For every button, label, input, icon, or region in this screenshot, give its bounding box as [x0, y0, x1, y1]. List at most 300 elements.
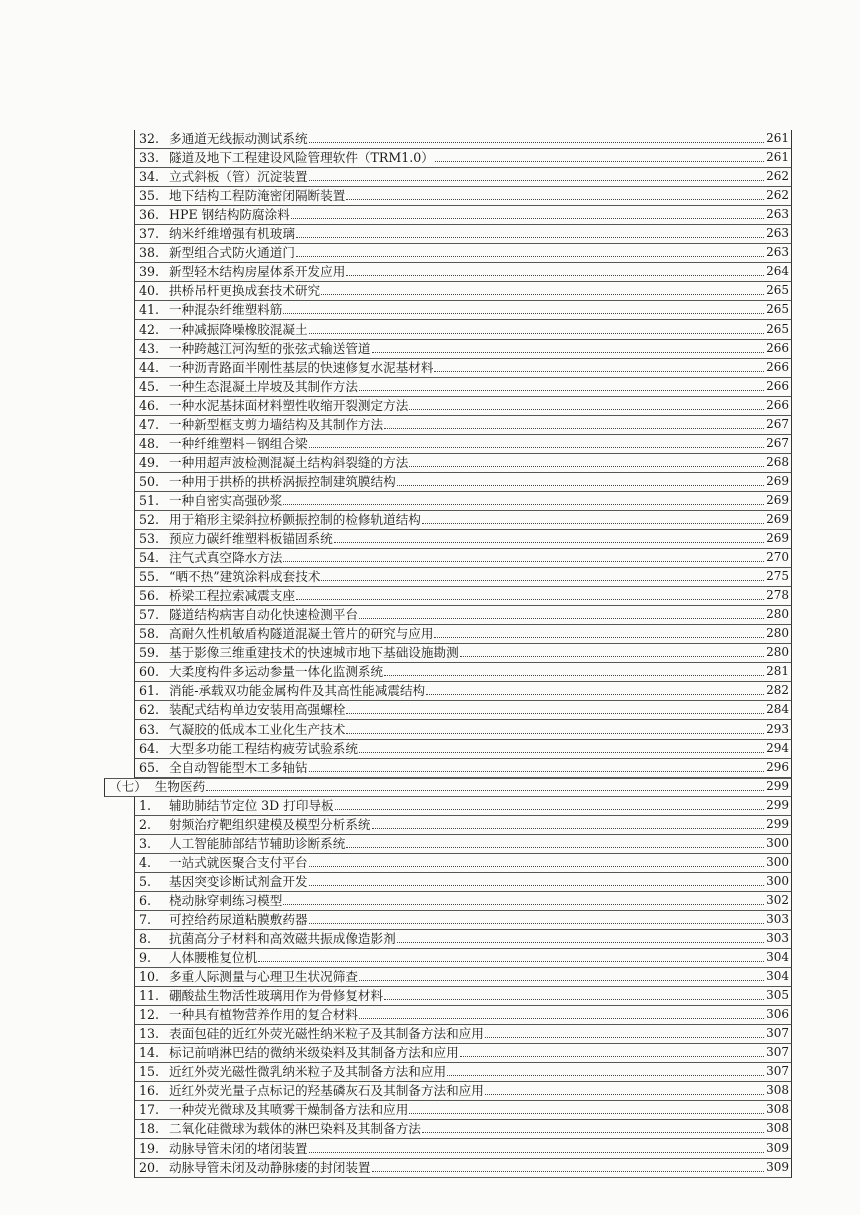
toc-entry-number: 3. — [139, 835, 152, 851]
toc-dot-leader — [283, 561, 764, 562]
toc-entry-page-number: 265 — [766, 302, 789, 317]
toc-entry-title: 一种自密实高强砂浆 — [169, 492, 283, 508]
toc-entry-page-number: 266 — [766, 397, 789, 412]
toc-entry-page-number: 306 — [766, 1007, 789, 1022]
toc-entry-page-number: 308 — [766, 1102, 789, 1117]
toc-entry-number: 51. — [139, 492, 160, 508]
toc-entry-cell — [134, 454, 792, 473]
toc-entry-title: 气凝胶的低成本工业化生产技术 — [169, 721, 346, 737]
toc-entry-row[interactable] — [104, 397, 792, 416]
toc-entry-cell — [134, 1006, 792, 1025]
toc-entry-number: 63. — [139, 721, 160, 737]
toc-entry-number: 17. — [139, 1102, 160, 1118]
toc-dot-leader — [485, 1037, 764, 1038]
toc-entry-title: 一种用于拱桥的拱桥涡振控制建筑膜结构 — [169, 473, 396, 489]
toc-entry-number: 60. — [139, 664, 160, 680]
toc-entry-title: 抗菌高分子材料和高效磁共振成像造影剂 — [169, 931, 396, 947]
toc-dot-leader — [309, 885, 765, 886]
toc-entry-page-number: 262 — [766, 169, 789, 184]
toc-entry-cell — [134, 949, 792, 968]
toc-entry-row[interactable] — [104, 530, 792, 549]
toc-entry-row[interactable] — [104, 225, 792, 244]
toc-entry-cell — [134, 1120, 792, 1139]
toc-entry-page-number: 300 — [766, 835, 789, 850]
toc-entry-row[interactable] — [104, 987, 792, 1006]
toc-dot-leader — [309, 1152, 765, 1153]
toc-entry-row[interactable] — [104, 797, 792, 816]
toc-dot-leader — [346, 847, 764, 848]
toc-entry-cell — [134, 759, 792, 778]
toc-entry-number: 1. — [139, 797, 152, 813]
toc-dot-leader — [434, 637, 764, 638]
toc-dot-leader — [283, 904, 764, 905]
toc-entry-row[interactable] — [104, 892, 792, 911]
toc-entry-number: 42. — [139, 321, 160, 337]
toc-entry-page-number: 278 — [766, 588, 789, 603]
toc-entry-title: 标记前哨淋巴结的微纳米级染料及其制备方法和应用 — [169, 1045, 459, 1061]
toc-entry-page-number: 267 — [766, 416, 789, 431]
toc-entry-page-number: 269 — [766, 531, 789, 546]
toc-section-number: （七） — [109, 778, 147, 794]
toc-dot-leader — [309, 866, 765, 867]
toc-dot-leader — [409, 409, 764, 410]
toc-entry-cell — [134, 378, 792, 397]
toc-entry-number: 54. — [139, 550, 160, 566]
toc-entry-number: 48. — [139, 435, 160, 451]
toc-entry-number: 19. — [139, 1140, 160, 1156]
toc-entry-number: 20. — [139, 1159, 160, 1175]
toc-entry-cell — [134, 835, 792, 854]
toc-entry-number: 65. — [139, 759, 160, 775]
toc-entry-page-number: 261 — [766, 131, 789, 146]
toc-entry-page-number: 281 — [766, 664, 789, 679]
toc-entry-page-number: 305 — [766, 988, 789, 1003]
toc-entry-title: 可控给药尿道粘膜敷药器 — [169, 911, 308, 927]
toc-entry-page-number: 299 — [766, 797, 789, 812]
toc-entry-row[interactable] — [104, 359, 792, 378]
toc-entry-number: 33. — [139, 150, 160, 166]
toc-entry-number: 37. — [139, 226, 160, 242]
toc-dot-leader — [321, 580, 764, 581]
toc-entry-cell — [134, 720, 792, 739]
toc-entry-title: 一种生态混凝土岸坡及其制作方法 — [169, 378, 358, 394]
toc-entry-page-number: 308 — [766, 1121, 789, 1136]
toc-entry-cell — [134, 1139, 792, 1158]
toc-entry-row[interactable] — [104, 1082, 792, 1101]
toc-entry-row[interactable] — [104, 854, 792, 873]
toc-entry-cell — [134, 625, 792, 644]
toc-entry-number: 12. — [139, 1007, 160, 1023]
toc-dot-leader — [359, 980, 764, 981]
toc-entry-title: 表面包硅的近红外荧光磁性纳米粒子及其制备方法和应用 — [169, 1026, 484, 1042]
toc-entry-row[interactable] — [104, 1120, 792, 1139]
toc-dot-leader — [434, 371, 764, 372]
toc-entry-title: 桡动脉穿刺练习模型 — [169, 892, 283, 908]
toc-entry-page-number: 265 — [766, 283, 789, 298]
toc-entry-number: 55. — [139, 569, 160, 585]
toc-entry-cell — [134, 511, 792, 530]
toc-entry-title: 基因突变诊断试剂盒开发 — [169, 873, 308, 889]
toc-entry-row[interactable] — [104, 720, 792, 739]
toc-entry-number: 7. — [139, 911, 152, 927]
toc-dot-leader — [309, 333, 765, 334]
toc-entry-title: 硼酸盐生物活性玻璃用作为骨修复材料 — [169, 988, 384, 1004]
toc-entry-title: 一种沥青路面半刚性基层的快速修复水泥基材料 — [169, 359, 434, 375]
toc-entry-row[interactable] — [104, 549, 792, 568]
toc-section-row[interactable] — [104, 778, 792, 797]
toc-dot-leader — [309, 180, 765, 181]
toc-entry-row[interactable] — [104, 816, 792, 835]
toc-entry-row[interactable] — [104, 492, 792, 511]
toc-dot-leader — [460, 656, 764, 657]
toc-entry-page-number: 280 — [766, 645, 789, 660]
toc-entry-title: 地下结构工程防淹密闭隔断装置 — [169, 188, 346, 204]
toc-entry-row[interactable] — [104, 168, 792, 187]
toc-entry-title: 一种具有植物营养作用的复合材料 — [169, 1007, 358, 1023]
toc-entry-page-number: 303 — [766, 911, 789, 926]
toc-entry-page-number: 265 — [766, 321, 789, 336]
toc-dot-leader — [321, 294, 764, 295]
toc-entry-row[interactable] — [104, 263, 792, 282]
toc-dot-leader — [384, 999, 764, 1000]
toc-entry-number: 35. — [139, 188, 160, 204]
toc-entry-cell — [134, 606, 792, 625]
toc-entry-row[interactable] — [104, 930, 792, 949]
toc-entry-row[interactable] — [104, 568, 792, 587]
toc-entry-number: 64. — [139, 740, 160, 756]
toc-entry-cell — [134, 492, 792, 511]
toc-entry-cell — [134, 416, 792, 435]
toc-entry-page-number: 269 — [766, 473, 789, 488]
toc-entry-page-number: 296 — [766, 759, 789, 774]
toc-entry-number: 50. — [139, 473, 160, 489]
toc-entry-title: 一种用超声波检测混凝土结构斜裂缝的方法 — [169, 454, 409, 470]
toc-entry-number: 62. — [139, 702, 160, 718]
toc-dot-leader — [397, 485, 764, 486]
toc-section-page-number: 299 — [766, 778, 789, 793]
toc-entry-row[interactable] — [104, 1159, 792, 1178]
toc-entry-page-number: 269 — [766, 492, 789, 507]
toc-entry-number: 46. — [139, 397, 160, 413]
toc-entry-title: 全自动智能型木工多轴钻 — [169, 759, 308, 775]
toc-entry-title: 基于影像三维重建技术的快速城市地下基础设施勘测 — [169, 645, 459, 661]
toc-entry-title: 一种减振降噪橡胶混凝土 — [169, 321, 308, 337]
toc-entry-row[interactable] — [104, 625, 792, 644]
toc-dot-leader — [283, 313, 764, 314]
toc-entry-number: 15. — [139, 1064, 160, 1080]
toc-entry-row[interactable] — [104, 759, 792, 778]
toc-entry-page-number: 282 — [766, 683, 789, 698]
toc-entry-number: 16. — [139, 1083, 160, 1099]
toc-entry-page-number: 261 — [766, 150, 789, 165]
toc-entry-number: 41. — [139, 302, 160, 318]
toc-entry-number: 11. — [139, 988, 160, 1004]
toc-entry-page-number: 304 — [766, 950, 789, 965]
toc-entry-title: 二氧化硅微球为载体的淋巴染料及其制备方法 — [169, 1121, 421, 1137]
toc-entry-cell — [134, 397, 792, 416]
toc-entry-title: 一种水泥基抹面材料塑性收缩开裂测定方法 — [169, 397, 409, 413]
toc-entry-title: 一种纤维塑料－钢组合梁 — [169, 435, 308, 451]
toc-entry-number: 47. — [139, 416, 160, 432]
toc-entry-row[interactable] — [104, 587, 792, 606]
toc-dot-leader — [334, 542, 764, 543]
toc-entry-number: 13. — [139, 1026, 160, 1042]
toc-entry-cell — [134, 282, 792, 301]
toc-entry-page-number: 280 — [766, 607, 789, 622]
toc-entry-number: 57. — [139, 607, 160, 623]
toc-entry-row[interactable] — [104, 473, 792, 492]
toc-entry-page-number: 309 — [766, 1140, 789, 1155]
toc-dot-leader — [359, 1018, 764, 1019]
toc-entry-row[interactable] — [104, 416, 792, 435]
toc-entry-page-number: 280 — [766, 626, 789, 641]
toc-entry-cell — [134, 301, 792, 320]
toc-entry-number: 56. — [139, 588, 160, 604]
toc-entry-cell — [134, 263, 792, 282]
toc-entry-cell — [134, 568, 792, 587]
toc-entry-cell — [134, 873, 792, 892]
toc-entry-page-number: 262 — [766, 188, 789, 203]
toc-entry-title: 人体腰椎复位机 — [169, 950, 258, 966]
toc-entry-number: 6. — [139, 892, 152, 908]
toc-entry-number: 52. — [139, 511, 160, 527]
toc-dot-leader — [335, 809, 764, 810]
toc-entry-title: 辅助肺结节定位 3D 打印导板 — [169, 797, 334, 813]
toc-entry-number: 5. — [139, 873, 152, 889]
toc-entry-number: 39. — [139, 264, 160, 280]
toc-dot-leader — [309, 923, 765, 924]
toc-entry-cell — [134, 701, 792, 720]
toc-entry-page-number: 308 — [766, 1083, 789, 1098]
toc-entry-cell — [134, 130, 792, 149]
toc-entry-cell — [134, 644, 792, 663]
toc-entry-row[interactable] — [104, 282, 792, 301]
toc-entry-cell — [134, 911, 792, 930]
toc-entry-row[interactable] — [104, 968, 792, 987]
toc-dot-leader — [346, 713, 764, 714]
toc-entry-cell — [134, 225, 792, 244]
toc-entry-title: 桥梁工程拉索减震支座 — [169, 588, 295, 604]
toc-entry-page-number: 300 — [766, 873, 789, 888]
toc-entry-row[interactable] — [104, 1025, 792, 1044]
toc-entry-cell — [134, 587, 792, 606]
toc-entry-row[interactable] — [104, 149, 792, 168]
toc-entry-title: 射频治疗靶组织建模及模型分析系统 — [169, 816, 371, 832]
toc-entry-cell — [134, 1159, 792, 1178]
toc-list-part-a — [104, 130, 792, 778]
toc-entry-number: 8. — [139, 931, 152, 947]
toc-entry-title: 人工智能肺部结节辅助诊断系统 — [169, 835, 346, 851]
toc-entry-title: 大柔度构件多运动参量一体化监测系统 — [169, 664, 384, 680]
toc-entry-cell — [134, 244, 792, 263]
toc-entry-page-number: 304 — [766, 969, 789, 984]
toc-entry-title: 大型多功能工程结构疲劳试验系统 — [169, 740, 358, 756]
toc-entry-number: 49. — [139, 454, 160, 470]
toc-entry-row[interactable] — [104, 873, 792, 892]
toc-entry-title: 一种混杂纤维塑料筋 — [169, 302, 283, 318]
toc-entry-number: 43. — [139, 340, 160, 356]
toc-entry-row[interactable] — [104, 606, 792, 625]
toc-entry-number: 59. — [139, 645, 160, 661]
toc-dot-leader — [409, 1113, 764, 1114]
toc-entry-title: 装配式结构单边安装用高强螺栓 — [169, 702, 346, 718]
toc-dot-leader — [346, 275, 764, 276]
toc-entry-page-number: 293 — [766, 721, 789, 736]
toc-entry-row[interactable] — [104, 1101, 792, 1120]
toc-dot-leader — [485, 1094, 764, 1095]
toc-entry-row[interactable] — [104, 454, 792, 473]
toc-entry-row[interactable] — [104, 1044, 792, 1063]
toc-dot-leader — [359, 618, 764, 619]
toc-entry-row[interactable] — [104, 301, 792, 320]
toc-entry-row[interactable] — [104, 1063, 792, 1082]
toc-entry-page-number: 294 — [766, 740, 789, 755]
toc-entry-title: HPE 钢结构防腐涂料 — [169, 207, 290, 223]
toc-dot-leader — [435, 161, 764, 162]
toc-entry-number: 58. — [139, 626, 160, 642]
toc-dot-leader — [309, 447, 765, 448]
toc-entry-cell — [134, 149, 792, 168]
toc-entry-cell — [134, 663, 792, 682]
toc-entry-page-number: 302 — [766, 892, 789, 907]
toc-entry-cell — [134, 1025, 792, 1044]
toc-entry-row[interactable] — [104, 682, 792, 701]
toc-dot-leader — [426, 694, 764, 695]
toc-entry-page-number: 307 — [766, 1045, 789, 1060]
toc-entry-number: 10. — [139, 969, 160, 985]
toc-dot-leader — [296, 256, 764, 257]
toc-entry-page-number: 267 — [766, 435, 789, 450]
toc-entry-row[interactable] — [104, 949, 792, 968]
toc-entry-cell — [134, 740, 792, 759]
table-of-contents — [104, 130, 792, 1178]
toc-entry-number: 32. — [139, 131, 160, 147]
toc-entry-title: 预应力碳纤维塑料板锚固系统 — [169, 531, 333, 547]
toc-entry-page-number: 269 — [766, 511, 789, 526]
toc-entry-number: 34. — [139, 169, 160, 185]
toc-entry-row[interactable] — [104, 340, 792, 359]
toc-section-cell — [104, 778, 792, 797]
toc-entry-title: 近红外荧光磁性微乳纳米粒子及其制备方法和应用 — [169, 1064, 447, 1080]
toc-dot-leader — [422, 523, 764, 524]
toc-entry-row[interactable] — [104, 378, 792, 397]
toc-entry-row[interactable] — [104, 244, 792, 263]
toc-dot-leader — [359, 752, 764, 753]
toc-entry-row[interactable] — [104, 511, 792, 530]
toc-entry-number: 14. — [139, 1045, 160, 1061]
toc-entry-title: 用于箱形主梁斜拉桥颤振控制的检修轨道结构 — [169, 511, 421, 527]
toc-dot-leader — [309, 771, 765, 772]
toc-entry-number: 9. — [139, 950, 152, 966]
toc-list-part-b — [104, 797, 792, 1178]
toc-entry-title: 隧道及地下工程建设风险管理软件（TRM1.0） — [169, 150, 434, 166]
toc-entry-cell — [134, 987, 792, 1006]
toc-entry-page-number: 263 — [766, 226, 789, 241]
toc-dot-leader — [283, 504, 764, 505]
toc-entry-row[interactable] — [104, 130, 792, 149]
toc-dot-leader — [296, 599, 764, 600]
toc-entry-title: 动脉导管未闭及动静脉瘘的封闭装置 — [169, 1159, 371, 1175]
toc-entry-title: 新型组合式防火通道门 — [169, 245, 295, 261]
toc-entry-cell — [134, 206, 792, 225]
toc-entry-row[interactable] — [104, 435, 792, 454]
toc-entry-cell — [134, 1101, 792, 1120]
toc-entry-row[interactable] — [104, 644, 792, 663]
toc-entry-cell — [134, 1044, 792, 1063]
toc-entry-title: 一种新型框支剪力墙结构及其制作方法 — [169, 416, 384, 432]
toc-entry-title: 动脉导管未闭的堵闭装置 — [169, 1140, 308, 1156]
toc-entry-row[interactable] — [104, 206, 792, 225]
toc-dot-leader — [296, 237, 764, 238]
toc-entry-cell — [134, 168, 792, 187]
toc-entry-row[interactable] — [104, 911, 792, 930]
toc-entry-row[interactable] — [104, 1006, 792, 1025]
toc-entry-title: “晒不热”建筑涂料成套技术 — [169, 569, 321, 585]
toc-entry-number: 53. — [139, 531, 160, 547]
toc-entry-number: 2. — [139, 816, 152, 832]
toc-entry-page-number: 263 — [766, 207, 789, 222]
toc-entry-number: 45. — [139, 378, 160, 394]
toc-entry-page-number: 263 — [766, 245, 789, 260]
toc-entry-title: 新型轻木结构房屋体系开发应用 — [169, 264, 346, 280]
toc-entry-title: 注气式真空降水方法 — [169, 550, 283, 566]
toc-dot-leader — [258, 961, 764, 962]
toc-entry-cell — [134, 797, 792, 816]
toc-entry-title: 一种跨越江河沟堑的张弦式输送管道 — [169, 340, 371, 356]
toc-entry-page-number: 307 — [766, 1026, 789, 1041]
toc-entry-page-number: 266 — [766, 378, 789, 393]
toc-entry-title: 多通道无线振动测试系统 — [169, 131, 308, 147]
toc-entry-number: 4. — [139, 854, 152, 870]
toc-dot-leader — [397, 942, 764, 943]
toc-entry-row[interactable] — [104, 320, 792, 339]
toc-dot-leader — [409, 466, 764, 467]
toc-entry-page-number: 309 — [766, 1159, 789, 1174]
toc-entry-cell — [134, 187, 792, 206]
toc-entry-cell — [134, 320, 792, 339]
toc-dot-leader — [460, 1056, 764, 1057]
toc-dot-leader — [291, 218, 764, 219]
toc-entry-page-number: 303 — [766, 931, 789, 946]
toc-entry-page-number: 299 — [766, 816, 789, 831]
toc-entry-number: 40. — [139, 283, 160, 299]
toc-dot-leader — [422, 1132, 764, 1133]
toc-dot-leader — [372, 828, 765, 829]
toc-entry-row[interactable] — [104, 663, 792, 682]
toc-entry-cell — [134, 1063, 792, 1082]
toc-entry-row[interactable] — [104, 1139, 792, 1158]
toc-entry-cell — [134, 968, 792, 987]
toc-dot-leader — [447, 1075, 764, 1076]
toc-entry-cell — [134, 930, 792, 949]
toc-entry-title: 一站式就医聚合支付平台 — [169, 854, 308, 870]
toc-entry-title: 立式斜板（管）沉淀装置 — [169, 169, 308, 185]
toc-entry-cell — [134, 435, 792, 454]
toc-entry-cell — [134, 530, 792, 549]
toc-entry-cell — [134, 340, 792, 359]
toc-section-title: 生物医药 — [154, 778, 206, 794]
toc-entry-title: 高耐久性机敏盾构隧道混凝土管片的研究与应用 — [169, 626, 434, 642]
toc-entry-row[interactable] — [104, 835, 792, 854]
toc-entry-page-number: 270 — [766, 550, 789, 565]
toc-entry-row[interactable] — [104, 701, 792, 720]
toc-entry-row[interactable] — [104, 187, 792, 206]
toc-entry-page-number: 266 — [766, 340, 789, 355]
toc-entry-title: 隧道结构病害自动化快速检测平台 — [169, 607, 358, 623]
toc-entry-row[interactable] — [104, 740, 792, 759]
toc-entry-cell — [134, 682, 792, 701]
toc-dot-leader — [309, 142, 765, 143]
